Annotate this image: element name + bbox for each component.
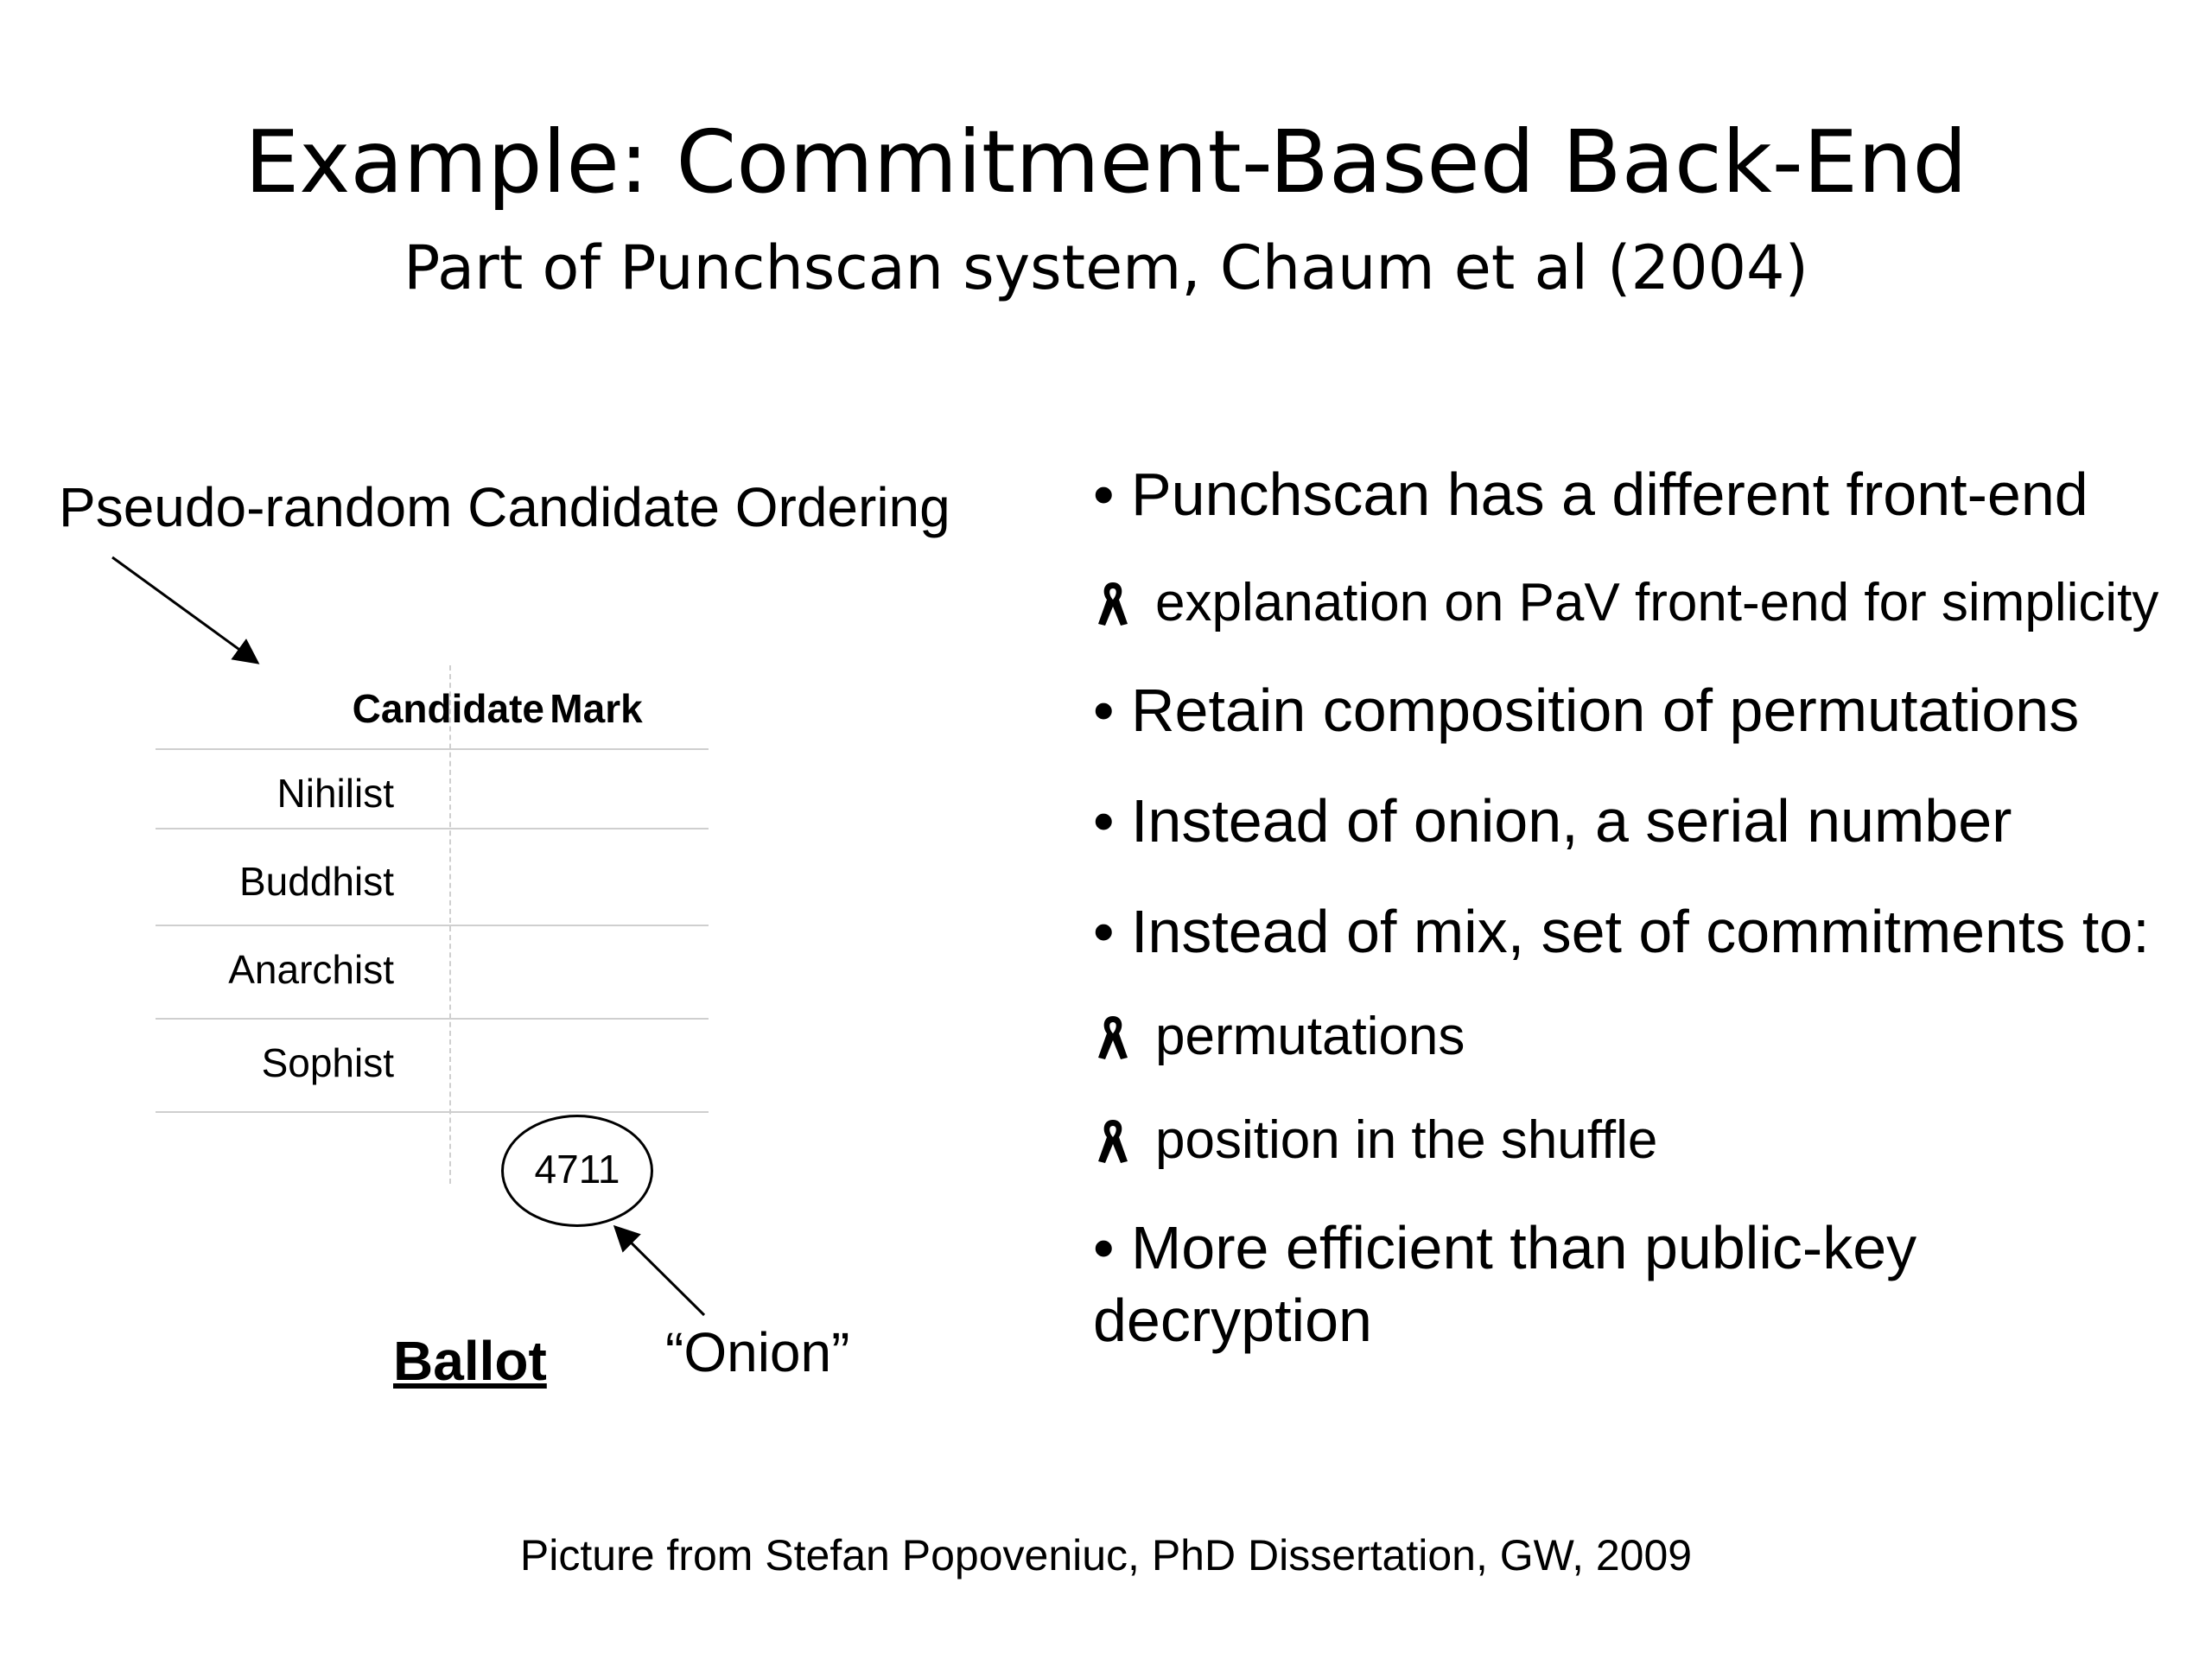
ribbon-icon xyxy=(1093,1011,1133,1063)
ribbon-icon xyxy=(1093,577,1133,629)
slide-title: Example: Commitment-Based Back-End xyxy=(245,111,1967,213)
bullet-text: position in the shuffle xyxy=(1155,1110,1658,1170)
bullet-text: • Instead of mix, set of commitments to: xyxy=(1093,898,2150,965)
ribbon-icon xyxy=(1093,1115,1133,1166)
ballot-label: Ballot xyxy=(393,1330,547,1392)
bullet-item xyxy=(1093,895,2182,968)
bullet-text: explanation on PaV front-end for simplicity xyxy=(1155,573,2159,632)
sub-bullet-item xyxy=(1093,1106,2182,1175)
bullet-text: • More efficient than public-key decryption xyxy=(1093,1214,1917,1354)
mark-header: Mark xyxy=(550,686,643,731)
bullet-item xyxy=(1093,1211,2182,1357)
row-divider xyxy=(156,1111,709,1113)
ordering-label: Pseudo-random Candidate Ordering xyxy=(59,476,950,538)
candidate-name: Buddhist xyxy=(238,859,394,904)
sub-bullet-item xyxy=(1093,1002,2182,1071)
candidate-header: Candidate xyxy=(352,686,544,731)
image-credit: Picture from Stefan Popoveniuc, PhD Dissertation, GW, 2009 xyxy=(519,1531,1693,1580)
serial-number: 4711 xyxy=(534,1147,620,1192)
bullet-text: • Instead of onion, a serial number xyxy=(1093,787,2012,855)
slide-subtitle: Part of Punchscan system, Chaum et al (2004) xyxy=(404,232,1808,303)
bullet-text: • Punchscan has a different front-end xyxy=(1093,461,2088,528)
sub-bullet-item xyxy=(1093,569,2182,638)
ballot-figure xyxy=(156,657,709,1262)
onion-label: “Onion” xyxy=(665,1321,850,1383)
bullet-list xyxy=(1093,458,2182,1357)
bullet-item xyxy=(1093,785,2182,857)
bullet-item xyxy=(1093,674,2182,747)
candidate-row xyxy=(156,925,709,1018)
bullet-text: • Retain composition of permutations xyxy=(1093,677,2080,744)
candidate-name: Nihilist xyxy=(276,771,394,816)
candidate-row xyxy=(156,828,709,921)
bullet-text: permutations xyxy=(1155,1007,1465,1066)
candidate-row xyxy=(156,1018,709,1111)
bullet-item xyxy=(1093,458,2182,531)
candidate-name: Sophist xyxy=(261,1040,394,1085)
ordering-arrow xyxy=(112,557,257,663)
serial-number-oval xyxy=(501,1115,653,1227)
candidate-name: Anarchist xyxy=(228,947,394,992)
